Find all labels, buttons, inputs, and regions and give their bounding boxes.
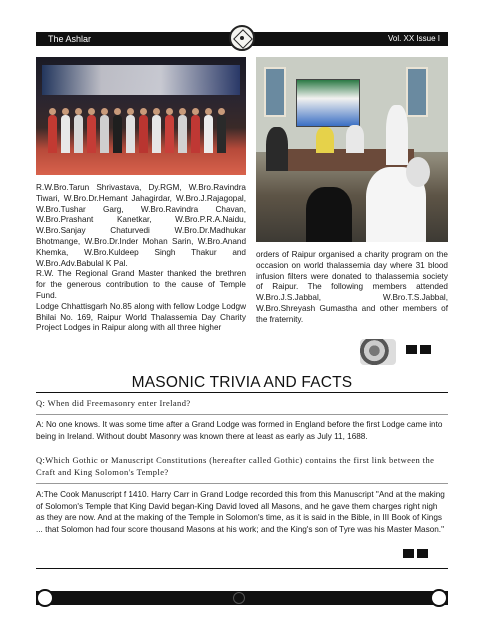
right-column-text	[256, 250, 448, 326]
charity-paragraph: orders of Raipur organised a charity program on the occasion on world thalassemia day where 31 blood infusion filters were donated to thalassemia society of Raipur. The following members attended W.Bro.J.S.Jabbal, W.Bro.T.S.Jabbal, W.Bro.Shreyash Gumastha and other members of the fraternity.	[256, 250, 448, 324]
trivia-heading: MASONIC TRIVIA AND FACTS	[131, 374, 353, 391]
photo-backdrop	[42, 65, 240, 95]
thanks-paragraph: R.W. The Regional Grand Master thanked the brethren for the generous contribution to the cause of Temple Fund.	[36, 269, 246, 300]
newsletter-title: The Ashlar	[48, 34, 92, 44]
event-banner	[296, 79, 360, 127]
compass-square-icon	[36, 589, 54, 607]
divider	[36, 392, 448, 393]
charity-intro-paragraph: Lodge Chhattisgarh No.85 along with fellow Lodge Lodgw Bhilai No. 169, Raipur World Thalassemia Day Charity Project Lodges in Raipur along with all three higher	[36, 301, 246, 333]
divider	[36, 414, 448, 415]
attendee-list: R.W.Bro.Tarun Shrivastava, Dy.RGM, W.Bro.Ravindra Tiwari, W.Bro.Dr.Hemant Jahagirdar, W.Bro.J.Rajagopal, W.Bro.Tushar Garg, W.Bro.Ravindra Chavan, W.Bro.Prashant Kanetkar, W.Bro.P.R.A.Naidu, W.Bro.Sanjay Chaturvedi W.Bro.Dr.Madhukar Bhotmange, W.Bro.Dr.Inder Mohan Sarin, W.Bro.Anand Khemka, W.Bro.Kuldeep Singh Thakur and W.Bro.Adv.Babulal K Pal.	[36, 183, 246, 268]
end-mark-icon	[417, 549, 428, 558]
answer-1: A: No one knows. It was some time after a Grand Lodge was formed in England before the first Lodge came into being in Ireland. Without doubt Masonry was known there at least as early as July 11, 1688.	[36, 420, 443, 441]
end-mark-icon	[420, 345, 431, 354]
footer-emblem-icon	[233, 592, 245, 604]
left-column-text	[36, 183, 246, 334]
group-photo	[36, 57, 246, 175]
question-2: Q:Which Gothic or Manuscript Constitutions (hereafter called Gothic) contains the first link between the Craft and King Solomon's Temple?	[36, 455, 435, 477]
divider	[36, 568, 448, 569]
divider	[36, 483, 448, 484]
issue-label: Vol. XX Issue I	[387, 34, 440, 43]
answer-2: A:The Cook Manuscript f 1410. Harry Carr in Grand Lodge recorded this from this Manuscript "And at the making of Solomon's Temple that King David began-King David loved all Masons, and he gave them charges right nigh as they are now. And at the making of the Temple in Solomon's time, as it is said in the Bible, in III Book of Kings ... that Solomon had four score thousand Masons at his work; and the King's son of Tyre was his Master Mason."	[36, 490, 445, 534]
end-mark-icon	[403, 549, 414, 558]
end-mark-icon	[406, 345, 417, 354]
question-1: Q: When did Freemasonry enter Ireland?	[36, 398, 191, 408]
masonic-seal-icon	[430, 589, 448, 607]
masonic-emblem-icon	[229, 25, 255, 51]
charity-event-photo	[256, 57, 448, 242]
masonic-seal-icon	[360, 339, 396, 365]
